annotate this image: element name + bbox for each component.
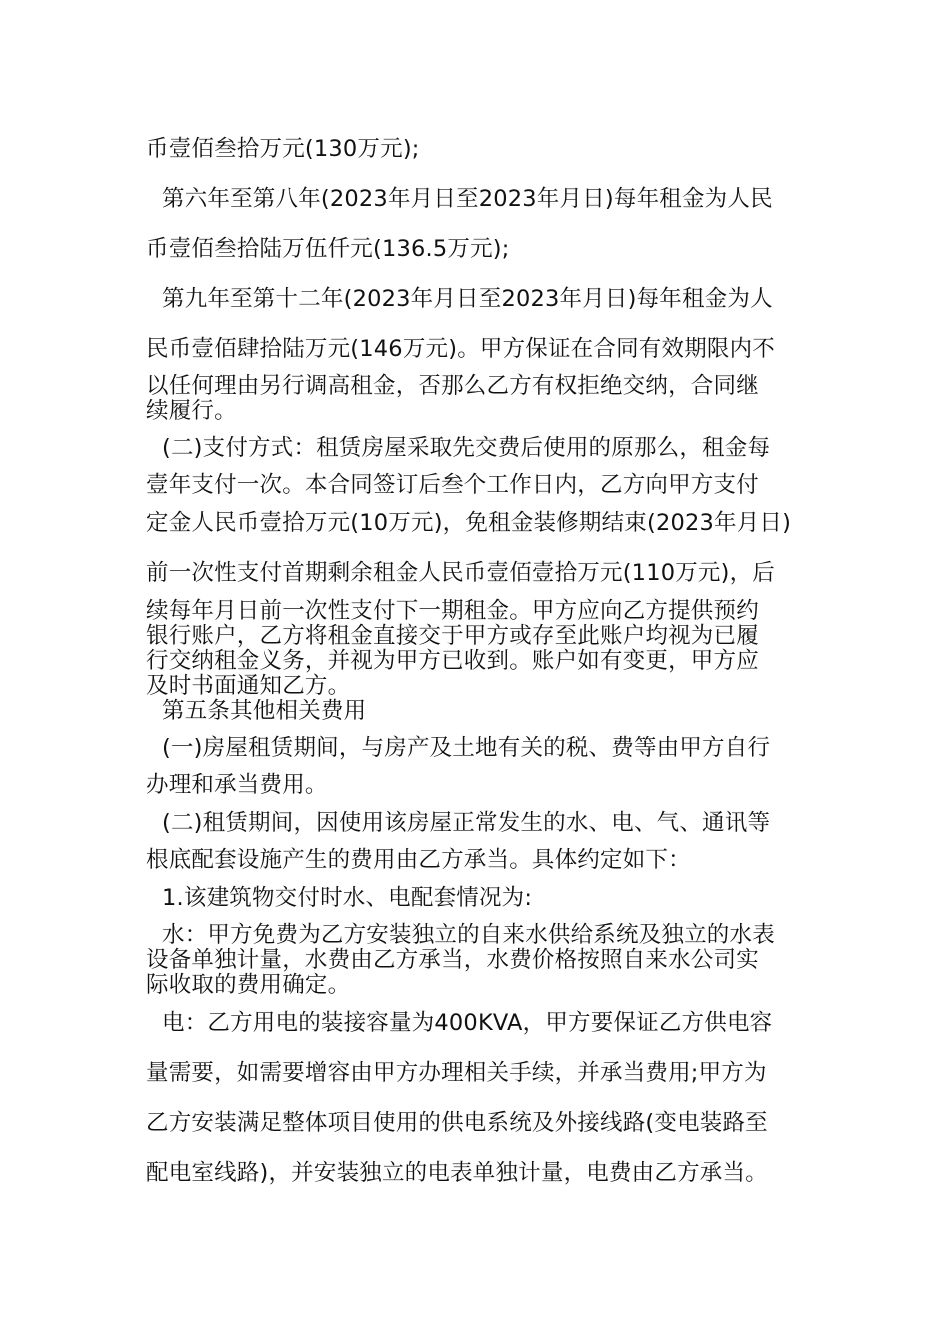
text-line: 续每年月日前一次性支付下一期租金。甲方应向乙方提供预约 bbox=[146, 598, 759, 624]
text-line: 设备单独计量，水费由乙方承当，水费价格按照自来水公司实 bbox=[146, 947, 759, 973]
text-line: 及时书面通知乙方。 bbox=[146, 673, 351, 699]
text-line: 1.该建筑物交付时水、电配套情况为: bbox=[162, 885, 533, 911]
section-heading: 第五条其他相关费用 bbox=[162, 698, 367, 724]
text-line: 第九年至第十二年(2023年月日至2023年月日)每年租金为人 bbox=[162, 286, 773, 312]
text-line: 际收取的费用确定。 bbox=[146, 972, 351, 998]
text-line: 以任何理由另行调高租金，否那么乙方有权拒绝交纳，合同继 bbox=[146, 373, 759, 399]
text-line: 币壹佰叁拾陆万伍仟元(136.5万元); bbox=[146, 236, 510, 262]
text-line: 量需要，如需要增容由甲方办理相关手续，并承当费用;甲方为 bbox=[146, 1060, 767, 1086]
text-line: 币壹佰叁拾万元(130万元); bbox=[146, 136, 420, 162]
text-line: (二)支付方式：租赁房屋采取先交费后使用的原那么，租金每 bbox=[162, 435, 771, 461]
text-line: 定金人民币壹拾万元(10万元)，免租金装修期结束(2023年月日) bbox=[146, 510, 792, 536]
text-line: 行交纳租金义务，并视为甲方已收到。账户如有变更，甲方应 bbox=[146, 648, 759, 674]
text-line: 电：乙方用电的装接容量为400KVA，甲方要保证乙方供电容 bbox=[162, 1010, 773, 1036]
text-line: 办理和承当费用。 bbox=[146, 772, 328, 798]
text-line: 乙方安装满足整体项目使用的供电系统及外接线路(变电装路至 bbox=[146, 1110, 768, 1136]
text-line: 前一次性支付首期剩余租金人民币壹佰壹拾万元(110万元)，后 bbox=[146, 560, 776, 586]
text-line: 民币壹佰肆拾陆万元(146万元)。甲方保证在合同有效期限内不 bbox=[146, 336, 776, 362]
text-line: 配电室线路)，并安装独立的电表单独计量，电费由乙方承当。 bbox=[146, 1160, 768, 1186]
text-line: 水：甲方免费为乙方安装独立的自来水供给系统及独立的水表 bbox=[162, 922, 775, 948]
text-line: 壹年支付一次。本合同签订后叁个工作日内，乙方向甲方支付 bbox=[146, 472, 759, 498]
text-line: (二)租赁期间，因使用该房屋正常发生的水、电、气、通讯等 bbox=[162, 810, 771, 836]
text-line: (一)房屋租赁期间，与房产及土地有关的税、费等由甲方自行 bbox=[162, 735, 771, 761]
text-line: 根底配套设施产生的费用由乙方承当。具体约定如下： bbox=[146, 847, 691, 873]
text-line: 银行账户，乙方将租金直接交于甲方或存至此账户均视为已履 bbox=[146, 623, 759, 649]
text-line: 续履行。 bbox=[146, 398, 237, 424]
text-line: 第六年至第八年(2023年月日至2023年月日)每年租金为人民 bbox=[162, 186, 773, 212]
